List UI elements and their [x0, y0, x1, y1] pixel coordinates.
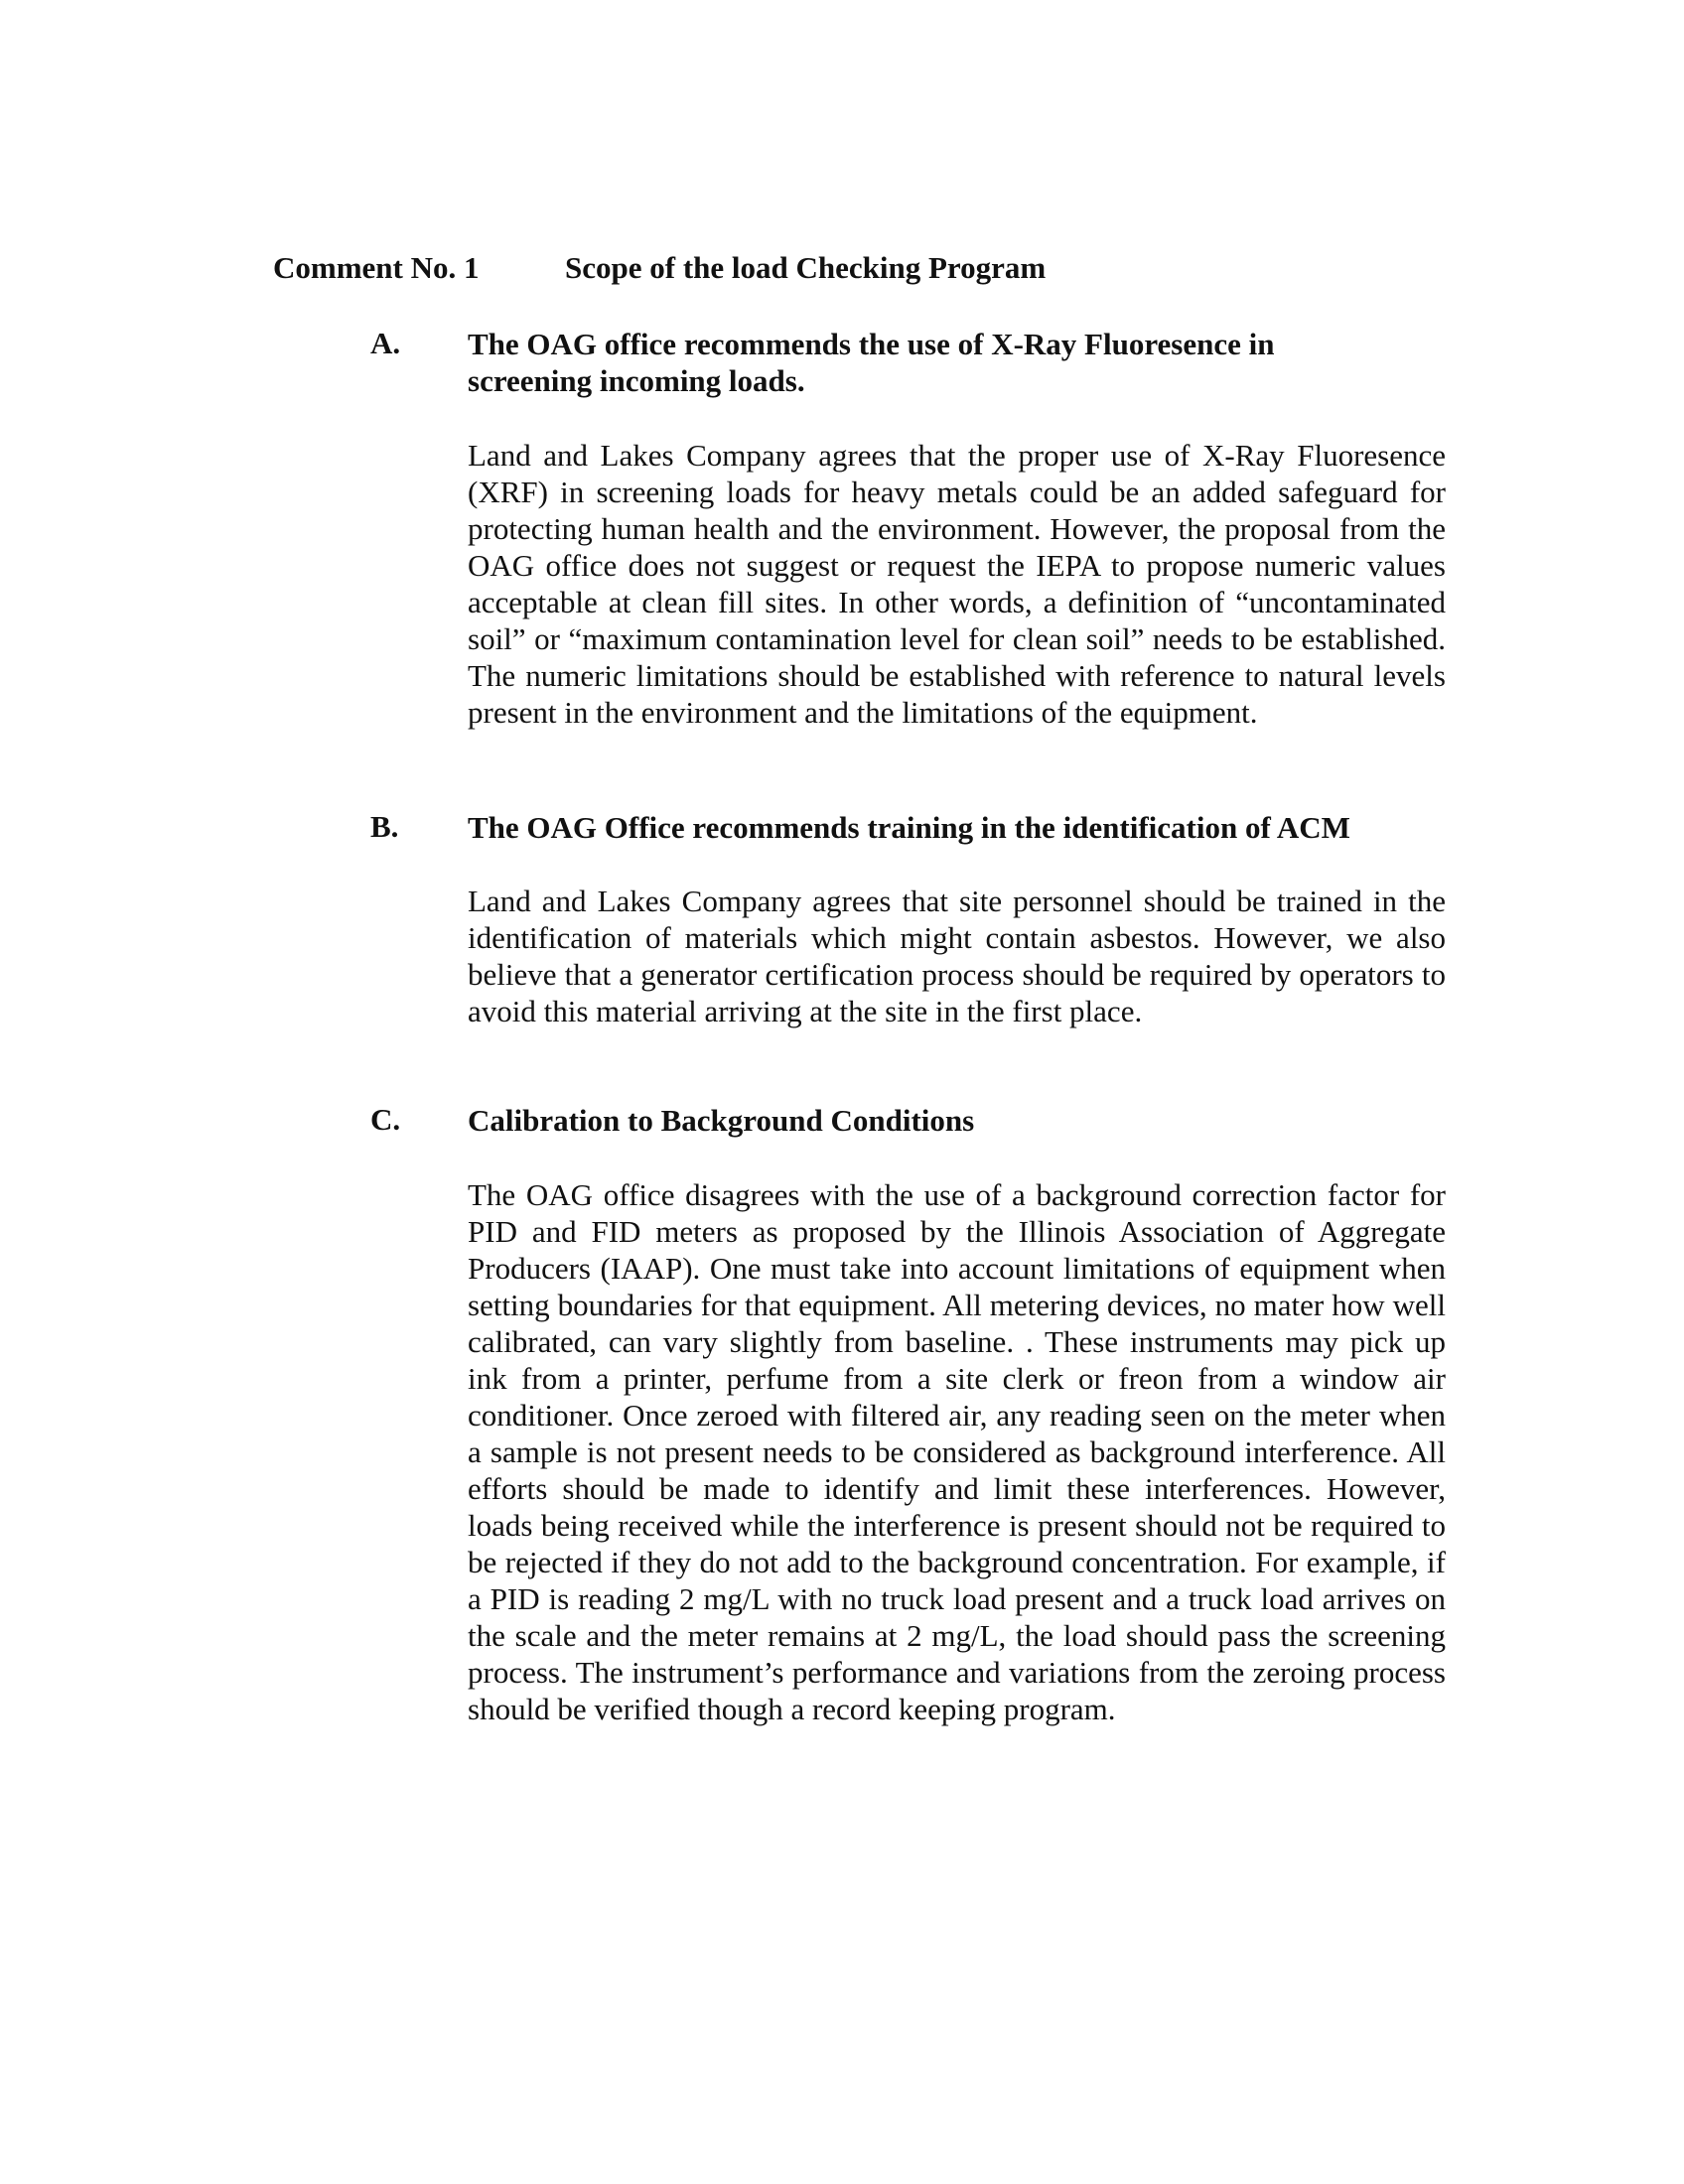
- section-c-title: Calibration to Background Conditions: [468, 1103, 975, 1138]
- section-b-letter: B.: [370, 809, 399, 844]
- section-b-body: Land and Lakes Company agrees that site personnel should be trained in the identification of materials which might contain asbestos. However, we also believe that a generator certification process should be required by operators to avoid this material arriving at the site in the first place.: [468, 884, 1446, 1028]
- section-b-title: The OAG Office recommends training in the identification of ACM: [468, 810, 1350, 845]
- section-a-letter: A.: [370, 326, 401, 360]
- comment-heading: [273, 250, 1047, 286]
- comment-number: Comment No. 1: [273, 250, 480, 285]
- comment-title: Scope of the load Checking Program: [565, 250, 1047, 285]
- section-a-body: Land and Lakes Company agrees that the proper use of X-Ray Fluoresence (XRF) in screening loads for heavy metals could be an added safeguard for protecting human health and the environment. However, the proposal from the OAG office does not suggest or request the IEPA to propose numeric values acceptable at clean fill sites. In other words, a definition of “uncontaminated soil” or “maximum contamination level for clean soil” needs to be established. The numeric limitations should be established with reference to natural levels present in the environment and the limitations of the equipment.: [468, 438, 1446, 730]
- section-a-title: The OAG office recommends the use of X-Ray Fluoresence in screening incoming loads.: [468, 327, 1275, 398]
- section-c-letter: C.: [370, 1102, 401, 1137]
- section-c-body: The OAG office disagrees with the use of a background correction factor for PID and FID meters as proposed by the Illinois Association of Aggregate Producers (IAAP). One must take into account limitations of equipment when setting boundaries for that equipment. All metering devices, no mater how well calibrated, can vary slightly from baseline. . These instruments may pick up ink from a printer, perfume from a site clerk or freon from a window air conditioner. Once zeroed with filtered air, any reading seen on the meter when a sample is not present needs to be considered as background interference. All efforts should be made to identify and limit these interferences. However, loads being received while the interference is present should not be required to be rejected if they do not add to the background concentration. For example, if a PID is reading 2 mg/L with no truck load present and a truck load arrives on the scale and the meter remains at 2 mg/L, the load should pass the screening process. The instrument’s performance and variations from the zeroing process should be verified though a record keeping program.: [468, 1177, 1446, 1726]
